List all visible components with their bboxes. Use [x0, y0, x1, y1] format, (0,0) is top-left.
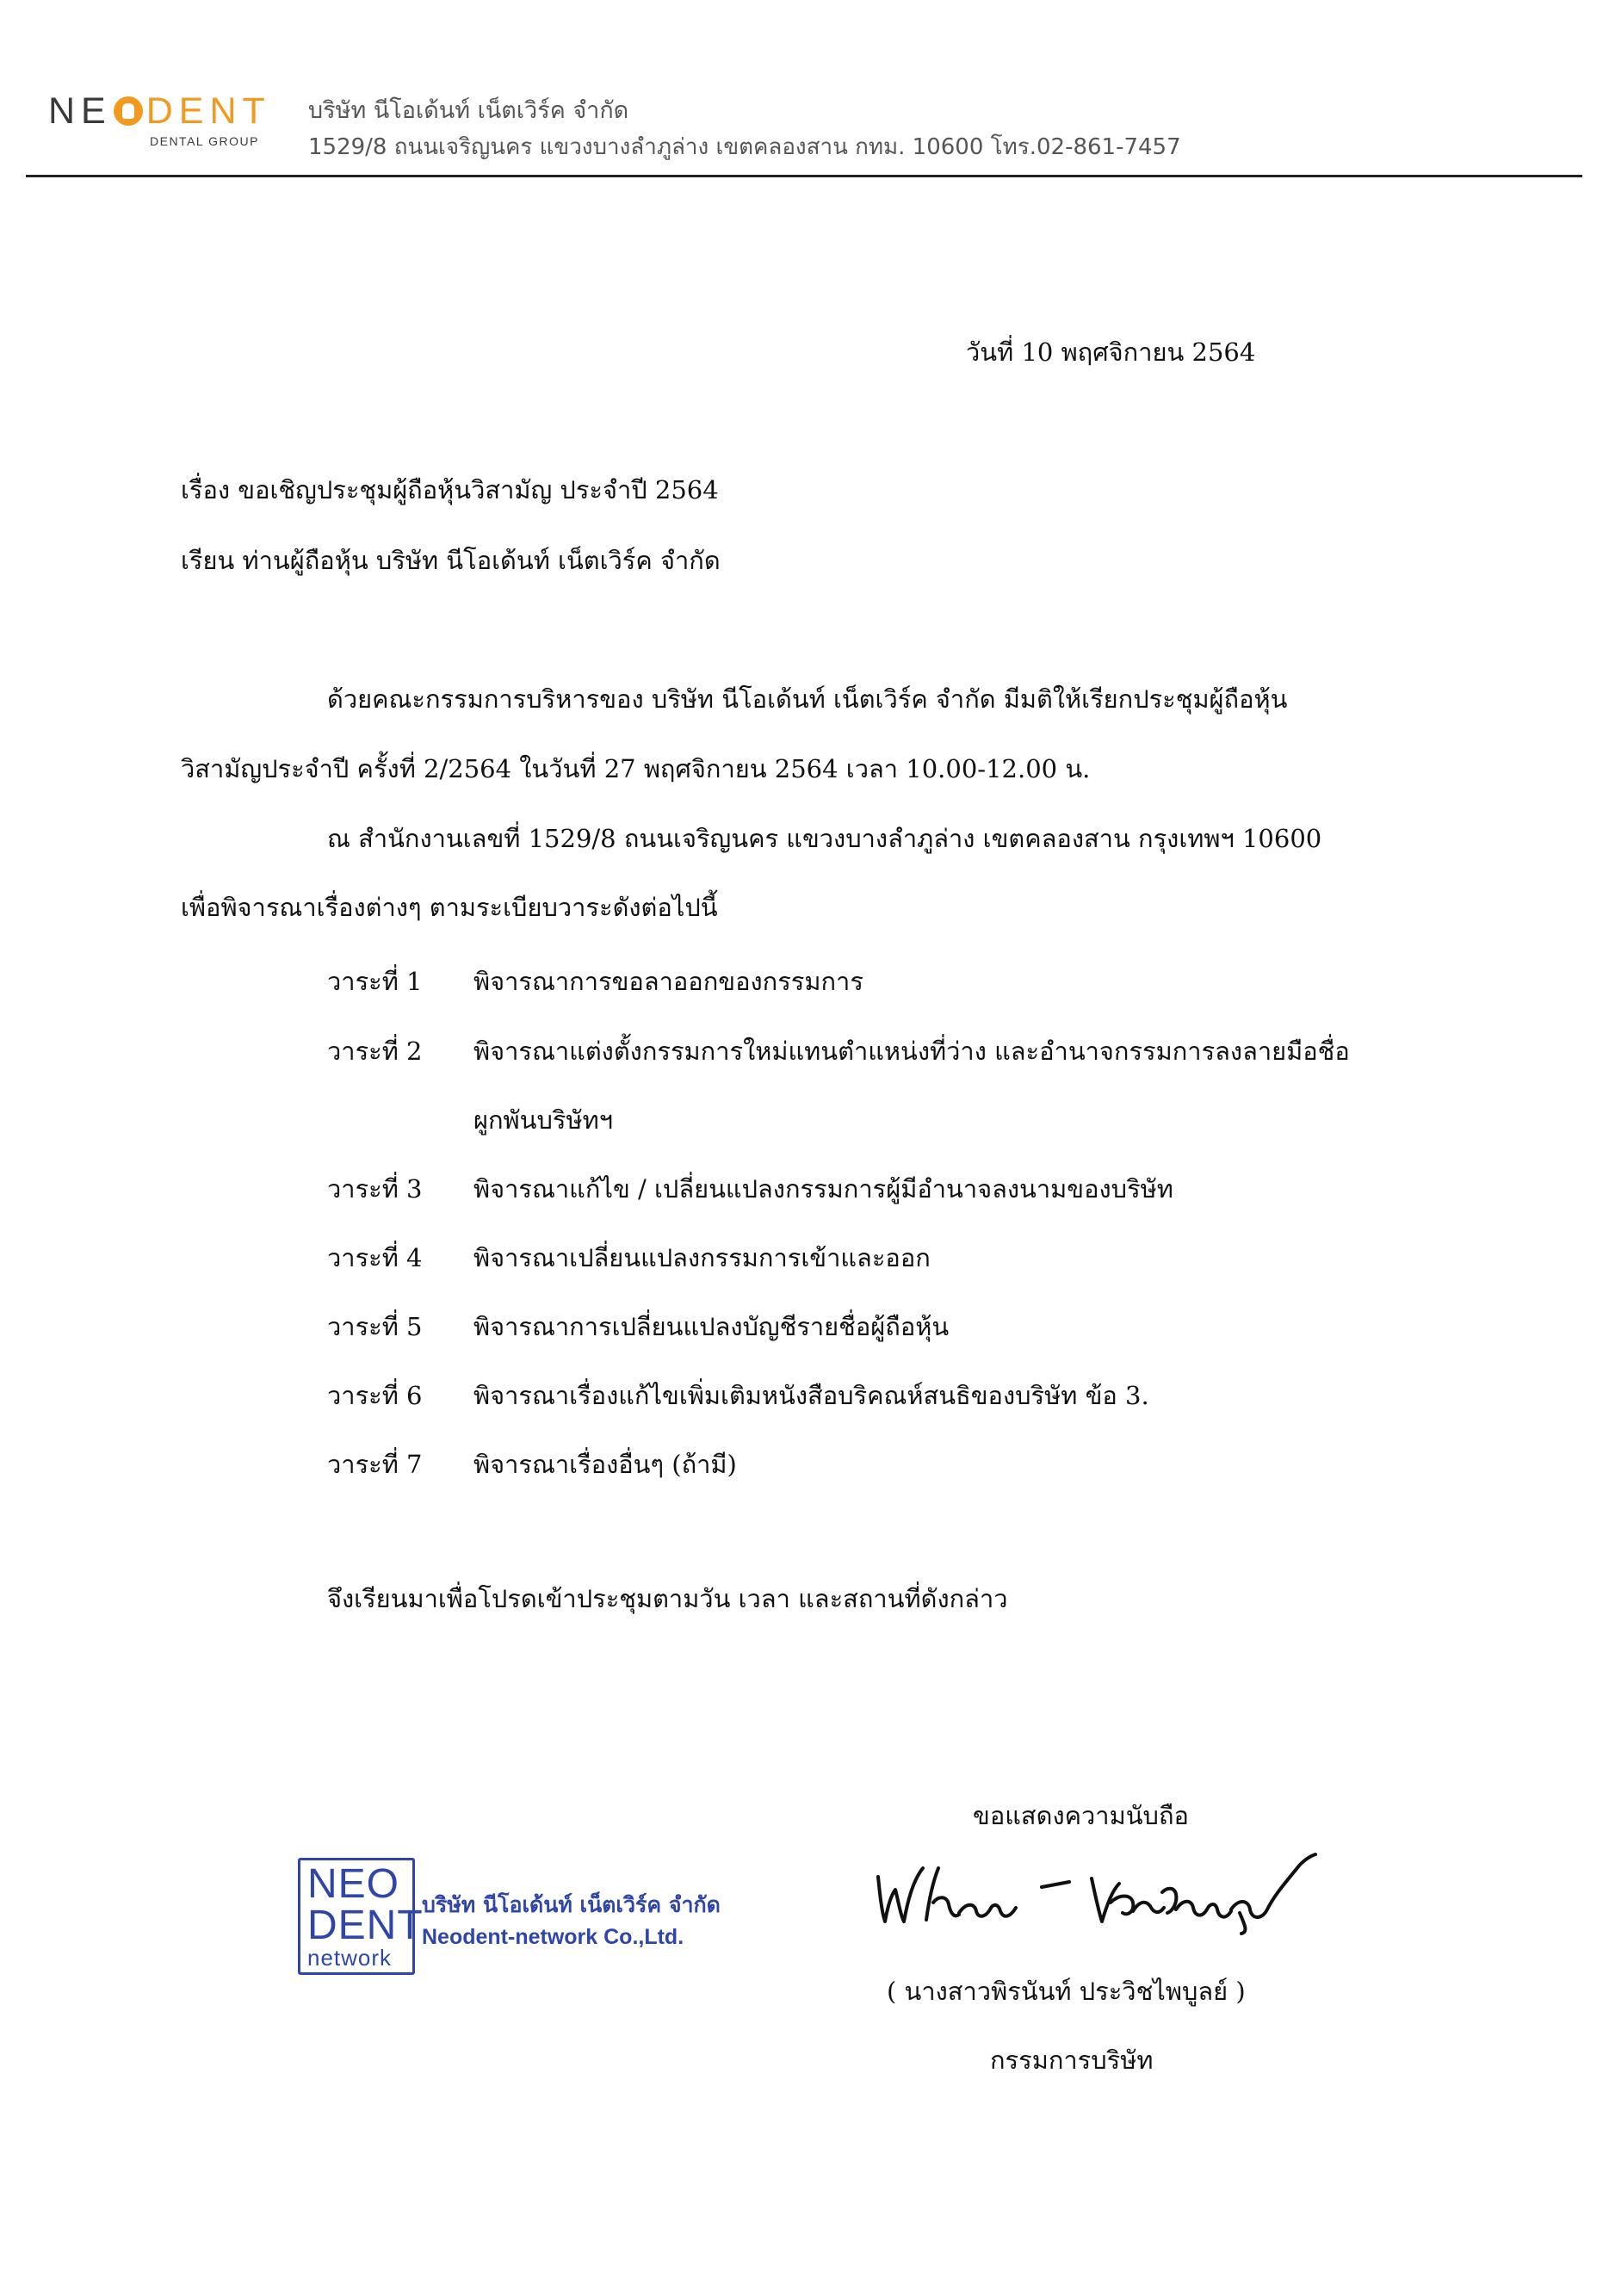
stamp-company-name-english: Neodent-network Co.,Ltd.: [422, 1925, 684, 1949]
agenda-number: วาระที่ 2: [327, 1037, 423, 1066]
agenda-text: พิจารณาการเปลี่ยนแปลงบัญชีรายชื่อผู้ถือหุ้น: [473, 1312, 950, 1341]
agenda-number: วาระที่ 6: [327, 1381, 423, 1410]
letter-subject: เรื่อง ขอเชิญประชุมผู้ถือหุ้นวิสามัญ ประจำปี 2564: [181, 475, 719, 504]
logo-wordmark: NE DENT: [48, 90, 271, 132]
stamp-logo-box: [298, 1858, 424, 1975]
logo-subtitle: DENTAL GROUP: [150, 134, 259, 148]
agenda-text: พิจารณาแต่งตั้งกรรมการใหม่แทนตำแหน่งที่ว่าง และอำนาจกรรมการลงลายมือชื่อ: [473, 1037, 1350, 1066]
complimentary-close: ขอแสดงความนับถือ: [973, 1801, 1189, 1830]
agenda-text: พิจารณาเรื่องแก้ไขเพิ่มเติมหนังสือบริคณห์สนธิของบริษัท ข้อ 3.: [473, 1381, 1149, 1410]
stamp-company-name-thai: บริษัท นีโอเด้นท์ เน็ตเวิร์ค จำกัด: [422, 1892, 721, 1917]
paragraph-1-line-1: ด้วยคณะกรรมการบริหารของ บริษัท นีโอเด้นท์ เน็ตเวิร์ค จำกัด มีมติให้เรียกประชุมผู้ถือหุ้น: [327, 684, 1288, 714]
stamp-logo-text: network: [307, 1945, 393, 1971]
paragraph-2-line-1: ณ สำนักงานเลขที่ 1529/8 ถนนเจริญนคร แขวงบางลำภูล่าง เขตคลองสาน กรุงเทพฯ 10600: [327, 824, 1322, 853]
paragraph-2-line-2: เพื่อพิจารณาเรื่องต่างๆ ตามระเบียบวาระดังต่อไปนี้: [181, 893, 718, 922]
signer-name: ( นางสาวพิรนันท์ ประวิชไพบูลย์ ): [887, 1977, 1246, 2006]
handwritten-signature: [869, 1842, 1352, 1937]
letterhead-divider: [26, 175, 1582, 177]
stamp-logo-text: DENT: [307, 1903, 424, 1948]
letterhead: [0, 0, 1609, 181]
company-stamp: [293, 1849, 758, 1978]
agenda-text: พิจารณาการขอลาออกของกรรมการ: [473, 967, 863, 996]
closing-sentence: จึงเรียนมาเพื่อโปรดเข้าประชุมตามวัน เวลา และสถานที่ดังกล่าว: [327, 1584, 1008, 1613]
letter-recipient: เรียน ท่านผู้ถือหุ้น บริษัท นีโอเด้นท์ เน็ตเวิร์ค จำกัด: [181, 546, 721, 575]
stamp-logo-text: NEO: [307, 1861, 400, 1907]
paragraph-1-line-2: วิสามัญประจำปี ครั้งที่ 2/2564 ในวันที่ 27 พฤศจิกายน 2564 เวลา 10.00-12.00 น.: [181, 754, 1091, 783]
agenda-number: วาระที่ 5: [327, 1312, 423, 1341]
letterhead-company-name: บริษัท นีโอเด้นท์ เน็ตเวิร์ค จำกัด: [308, 97, 629, 124]
agenda-number: วาระที่ 7: [327, 1450, 423, 1479]
agenda-number: วาระที่ 3: [327, 1174, 423, 1204]
agenda-text-continued: ผูกพันบริษัทฯ: [473, 1105, 613, 1135]
agenda-number: วาระที่ 4: [327, 1243, 423, 1272]
agenda-text: พิจารณาเปลี่ยนแปลงกรรมการเข้าและออก: [473, 1243, 931, 1272]
agenda-text: พิจารณาเรื่องอื่นๆ (ถ้ามี): [473, 1450, 737, 1479]
company-logo: [48, 90, 281, 153]
signer-position: กรรมการบริษัท: [990, 2045, 1154, 2075]
agenda-text: พิจารณาแก้ไข / เปลี่ยนแปลงกรรมการผู้มีอำนาจลงนามของบริษัท: [473, 1174, 1173, 1204]
tooth-icon: [114, 96, 143, 126]
agenda-number: วาระที่ 1: [327, 967, 423, 996]
letterhead-address: 1529/8 ถนนเจริญนคร แขวงบางลำภูล่าง เขตคลองสาน กทม. 10600 โทร.02-861-7457: [308, 134, 1181, 160]
letter-date: วันที่ 10 พฤศจิกายน 2564: [966, 337, 1256, 367]
